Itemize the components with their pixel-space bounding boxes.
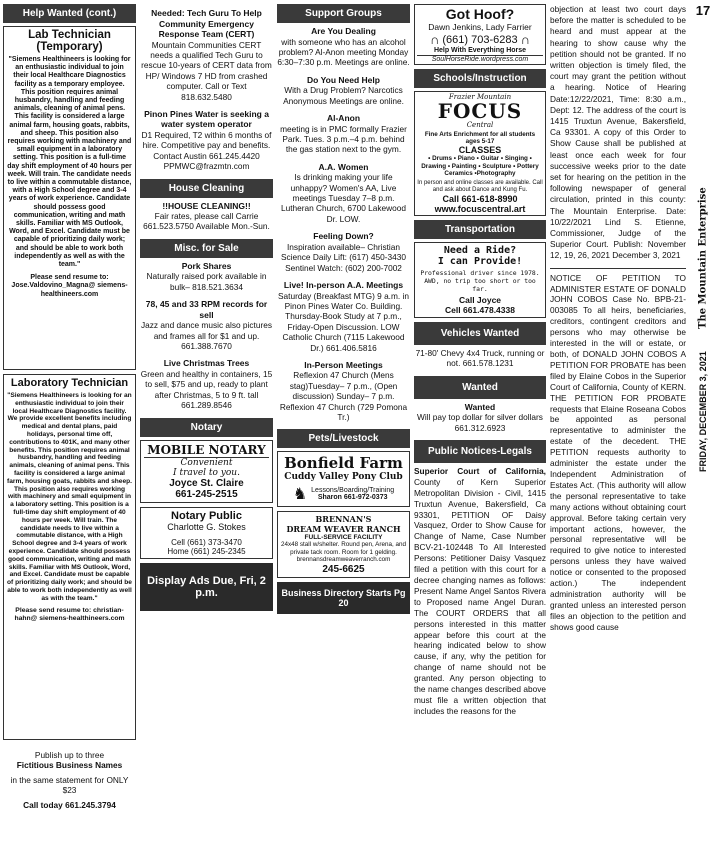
listing-title: Al-Anon [326,113,361,124]
farm-sub: Cuddy Valley Pony Club [284,472,403,483]
ranch-body: 24x48 stall w/shelter. Round pen, Arena, and private tack room. Room for 1 gelding. brennansdreamweaverranch.com [281,541,406,564]
listing-silver-dollars [414,402,546,433]
listing-body: Will pay top dollar for silver dollars 661.312.6923 [417,412,543,433]
listing-body: Green and healthy in containers, 15 to sell, $75 and up, ready to plant after Christmas, 5 to 9 ft. tall 661.289.8546 [140,368,273,411]
farm-name: Bonfield Farm [284,454,403,473]
listing-body: Mountain Communities CERT needs a qualified Tech Guru to rescue 10-years of CERT data from HP/ Windows 7 HD from crashed computer. Call or Text 818.632.5480 [141,39,272,102]
legal-lead: Superior Court of California, [414,465,546,476]
listing-in-person-meetings [277,360,410,423]
column-3 [277,4,410,614]
listing-tech-guru [140,8,273,102]
hoof-web: SoulHorseRide.wordpress.com [417,55,543,63]
listing-chevy-truck [414,348,546,369]
legal-estate-notice: NOTICE OF PETITION TO ADMINISTER ESTATE OF DONALD JOHN COBOS Case No. BPB-21-003085 To all heirs, beneficiaries, creditors, contingent creditors and persons who may otherwise be interested in the will or estate, or both, of DONALD JOHN COBOS A PETITION FOR PROBATE has been filed by Elaine Cobos in the Superior Court of California, County of KERN. THE PETITION FOR PROBATE requests that Elaine Roseana Cobos be appointed as personal representative to administer the estate of the decedent. THE PETITION requests authority to administer the estate under the Independent Administration of Estates Act. (This authority will allow the personal representative to take many actions without obtaining court approval. Before taking certain very important actions, however, the personal representative will be required to give notice to interested persons unless they have waived notice or consented to the proposed action.) The independent administration authority will be granted unless an interested person files an objection to the petition and shows good cause [550,272,686,632]
listing-christmas-trees [140,358,273,410]
column-2 [140,4,273,611]
listing-body: Jazz and dance music also pictures and frames all for $1 and up. 661.388.7670 [141,320,272,351]
section-header-schools: Schools/Instruction [414,69,546,88]
ad-focus-central [414,91,546,216]
legal-name-change [414,466,546,717]
notary-cell: Cell (661) 373-3470 [171,537,242,547]
legal-name-change-continued: objection at least two court days before the matter is scheduled to be heard and must appear at the hearing to show cause why the petition should not be granted. If no written objection is timely filed, the court may grant the petition without a hearing. Notice of Hearing Date:12/22/2021, Time: 8:30 a.m., Dept: 12. The address of the court is 1415 Truxtun Avenue, Bakersfield, Ca 93301. A copy of this Order to Show Cause shall be published at least once each week for four successive weeks prior to the date set for hearing on the petition in the following newspaper of general circulation, printed in this county: The Mountain Enterprise. Date: 10/22/2021 Lind S. Etienne, Commissioner, Judge of the Superior Court. Publish: November 12, 19, 26, 2021 December 3, 2021 [550,4,686,261]
notary-name: Joyce St. Claire [169,477,244,489]
listing-pork-shares [140,261,273,292]
horseshoe-icon: ∩ [429,32,440,47]
legal-body: County of Kern Superior Metropolitan Division - Civil, 1415 Truxtun Avenue, Bakersfield, Ca 93301, PETITION OF Daisy Vasquez, Order to Show Cause for Change of Name, Case Number BCV-21-102448 To All Interested Persons: Petitioner Daisy Vasquez filed a petition with this court for a decree changing names as follows: Present Name Angel Santos Rivera to Proposed name Angel Duran. The COURT ORDERS that all persons interested in this matter appear before this court at the hearing indicated below to show cause, if any, why the petition for change of name should not be granted. Any person objecting to the name changes described above must file a written objection that includes the reasons for the [414,476,546,716]
listing-aa-meetings [277,280,410,353]
farm-line: Lessons/Boarding/Training [311,487,395,495]
listing-body: D1 Required, T2 within 6 months of hire. Competitive pay and benefits. Contact Austin 661.245.4420 PPMWC@frazmtn.com [141,129,272,172]
notary-home: Home (661) 245-2345 [167,546,246,556]
listing-title: Live Christmas Trees [163,358,250,369]
listing-title: Do You Need Help [307,74,380,85]
promo-line-3: in the same statement for ONLY $23 [10,774,129,796]
side-vertical-text [693,180,713,480]
listing-body: meeting is in PMC formally Frazier Park. Tues. 3 p.m.–4 p.m. behind the gas station next to the gym. [280,123,407,155]
column-4 [414,4,546,717]
listing-house-cleaning [140,201,273,232]
focus-line1: Fine Arts Enrichment for all students ages 5-17 [424,131,536,145]
notary-phone: 661-245-2515 [175,488,238,500]
ad-got-hoof [414,4,546,65]
notary-tag-1: Convenient [180,457,233,468]
ad-title: Lab Technician (Temporary) [28,29,111,53]
hoof-phone: (661) 703-6283 [442,33,518,46]
ride-phone: Cell 661.478.4338 [445,304,515,315]
listing-body: Is drinking making your life unhappy? Women's AA, Live meetings Tuesday 7–8 p.m. Lutheran Church, 6700 Lakewood Dr. LOW. [280,172,406,224]
listing-title: Pork Shares [181,260,232,271]
listing-drug-problem [277,75,410,106]
listing-title: Pinon Pines Water is seeking a water system operator [144,108,269,130]
listing-title: In-Person Meetings [304,359,383,370]
ad-bonfield-farm [277,451,410,507]
ride-title-2: I can Provide! [437,255,523,267]
section-header-notary: Notary [140,418,273,437]
listing-aa-women [277,162,410,225]
promo-line-4: Call today 661.245.3794 [23,799,116,810]
ad-body: "Siemens Healthineers is looking for an enthusiastic individual to join their local Healthcare Diagnostics facility as a temporary employee. This position requires animal husbandry, handling and feeding animals, cleaning of animal pens. This facility is considered a large animal farm, housing goats, rabbits, and sheep. This position also requires working with machinery and small equipment in a laboratory setting. This position is a full-time day shift employment of 40 hours per week. Will train. The candidate needs to live within a commutable distance, with a High School degree and 3-4 years of work experience. Candidate should possess good communication, writing and math skills. Familiar with MS Outlook, Word, and Excel. Candidate must be capable of prioritizing daily work; and should be able to work both independently as well as with the team." [7,56,132,269]
focus-phone: Call 661-618-8990 [442,193,518,204]
ranch-name: DREAM WEAVER RANCH [286,524,401,535]
section-header-pets-livestock: Pets/Livestock [277,429,410,448]
focus-sub: Central [466,121,494,129]
focus-note: In person and online classes are available. Call and ask about Dance and Kung Fu. [417,179,543,193]
ride-name: Call Joyce [458,294,502,305]
listing-title: Feeling Down? [313,231,374,242]
listing-body: With a Drug Problem? Narcotics Anonymous Meetings are online. [283,85,404,106]
ad-resume: Please send resume to: christian-hahn@ siemens-healthineers.com [14,606,125,622]
listing-are-you-dealing [277,26,410,68]
notary-brand: MOBILE NOTARY [144,443,269,458]
ranch-sub: FULL-SERVICE FACILITY [304,534,383,542]
hoof-phone-row [417,32,543,47]
ad-laboratory-technician [3,374,136,740]
listing-body: Fair rates, please call Carrie 661.523.5750 Available Mon.-Sun. [143,211,270,232]
listing-body: Inspiration available– Christian Science Daily Lift: (617) 450-3430 Sentinel Watch: (602) 200-7002 [281,241,406,273]
listing-feeling-down [277,231,410,273]
divider [550,268,686,269]
section-header-misc-for-sale: Misc. for Sale [140,239,273,258]
listing-title: Wanted [464,401,496,412]
hoof-tag: Help With Everything Horse [433,47,527,54]
focus-list: • Drums • Piano • Guitar • Singing • Drawing • Painting • Sculpture • Pottery Ceramics •Photography [421,155,539,178]
listing-title: Live! In-person A.A. Meetings [283,280,404,290]
hoof-name: Dawn Jenkins, Lady Farrier [428,22,532,32]
listing-body: Saturday (Breakfast MTG) 9 a.m. in Pinon Pines Water Co. Building. Thursday-Book Study at 7 p.m., Friday-Open Discussion. LOW Catholic Church (7115 Lakewood Dr.) 661.406.5816 [278,290,409,353]
section-header-public-notices: Public Notices-Legals [414,440,546,463]
focus-brand: FOCUS [437,99,523,123]
section-header-vehicles-wanted: Vehicles Wanted [414,322,546,345]
focus-classes: CLASSES [458,145,502,155]
column-5 [550,4,686,633]
ad-lab-technician-temporary [3,26,136,370]
ad-title: Laboratory Technician [10,377,129,389]
side-publication: The Mountain Enterprise [697,187,709,330]
page-side-strip [689,0,717,849]
horse-icon: ♞ [292,486,308,504]
column-1 [3,4,136,810]
section-header-house-cleaning: House Cleaning [140,179,273,198]
notary-title: Notary Public [171,509,242,522]
listing-body: Reflexion 47 Church (Mens stag)Tuesday– 7 p.m., (Open discussion) Sunday– 7 p.m. Reflexion 47 Church (729 Pomona Tr.) [279,370,408,423]
listing-body: Naturally raised pork available in bulk– 818.521.3634 [146,271,267,292]
listing-body: 71-80' Chevy 4x4 Truck, running or not. 661.578.1231 [415,347,545,369]
horseshoe-icon: ∩ [520,32,530,47]
section-header-support-groups: Support Groups [277,4,410,23]
ad-body: "Siemens Healthineers is looking for an enthusiastic individual to join their local Healthcare Diagnostics facility. We provide excellent benefits including medical and dental plans, paid holidays, personal time off, contributions to 401K, and many other benefits. This position requires animal husbandry, handling and feeding animals, cleaning of animal pens. This facility is considered a large animal farm, housing goats, rabbits and sheep. This position also requires working with machinery and small equipment in a laboratory setting. This position is a full-time day shift employment of 40 hours per week. Will train. The candidate needs to live within a commutable distance, with a High School degree and 3-4 years of work experience. Candidate should possess good communication, writing and math skills. Familiar with MS Outlook, Word, and Excel. Candidate must be capable of prioritizing daily work; and should be able to work both independently as well as with the team." [7,392,132,602]
listing-title: Are You Dealing [311,26,376,36]
promo-line-2: Fictitious Business Names [16,760,123,771]
notary-name: Charlotte G. Stokes [167,521,246,532]
ride-body: Professional driver since 1978. AWD, no trip too short or too far. [420,268,540,293]
ad-resume: Please send resume to: Jose.Valdovino_Magna@ siemens-healthineers.com [11,274,128,298]
listing-water-operator [140,109,273,172]
ad-notary-public [140,507,273,559]
banner-display-ads-due: Display Ads Due, Fri, 2 p.m. [140,563,273,611]
listing-records [140,299,273,351]
focus-web: www.focuscentral.art [434,203,526,214]
section-header-help-wanted: Help Wanted (cont.) [3,4,136,23]
side-date: FRIDAY, DECEMBER 3, 2021 [698,351,708,473]
ad-need-a-ride [414,242,546,318]
listing-title: 78, 45 and 33 RPM records for sell [145,299,268,320]
listing-title: A.A. Women [318,161,369,172]
focus-top: Frazier Mountain [448,93,512,101]
ride-title-1: Need a Ride? [443,244,517,256]
listing-body: with someone who has an alcohol problem? Al-Anon meeting Monday 6:30–7:30 p.m. Meetings are online. [277,36,410,68]
ranch-phone: 245-6625 [322,563,365,575]
ad-mobile-notary [140,440,273,503]
farm-phone: Sharon 661-972-0373 [317,494,388,502]
ad-brennans-ranch [277,511,410,578]
listing-al-anon [277,113,410,155]
farm-details [281,484,406,504]
page-number: 17 [695,3,711,18]
banner-business-directory: Business Directory Starts Pg 20 [277,582,410,614]
promo-line-1: Publish up to three [34,750,105,760]
listing-title: !!HOUSE CLEANING!! [162,200,251,211]
ranch-title: BRENNAN'S [315,514,372,525]
section-header-transportation: Transportation [414,220,546,239]
promo-fictitious-names [3,750,136,810]
section-header-wanted: Wanted [414,376,546,399]
hoof-title: Got Hoof? [445,6,515,22]
listing-title: Needed: Tech Guru To Help Community Emergency Response Team (CERT) [151,8,262,39]
notary-tag-2: I travel to you. [173,467,240,478]
